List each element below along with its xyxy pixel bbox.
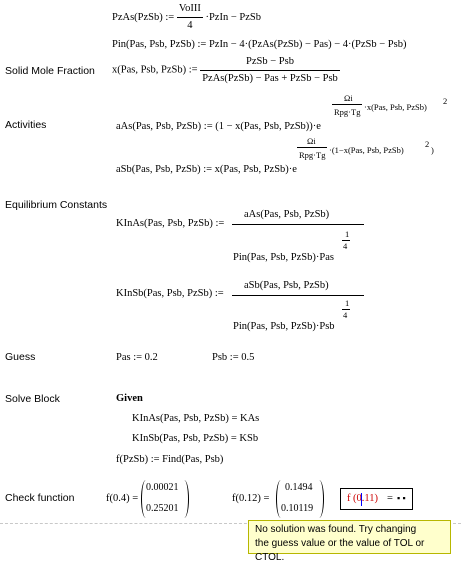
asb-exp-num: Ωi: [307, 136, 316, 146]
kinas-num: aAs(Pas, Psb, PzSb): [244, 209, 330, 220]
aas-exp-den: Rpg·Tg: [334, 107, 361, 117]
error-tooltip: [248, 520, 451, 563]
solve-find[interactable]: f(PzSb) := Find(Pas, Psb): [116, 454, 224, 465]
error-expression-box[interactable]: [340, 488, 413, 510]
asb-exp-power: 2: [425, 139, 430, 149]
asb-exp-bar: [297, 147, 327, 148]
label-check-function: Check function: [5, 492, 75, 504]
label-solid-mole-fraction: Solid Mole Fraction: [5, 65, 95, 77]
kinas-bar: [232, 224, 364, 225]
x-fraction: $\frac{\text{PzSb − Psb}}{\text{PzAs(PzSb) − Pas + PzSb − Psb}}$: [202, 56, 338, 84]
f3-placeholder[interactable]: ▪ ▪: [397, 493, 406, 503]
asb-exp-den: Rpg·Tg: [299, 150, 326, 160]
kinas-lhs: KInAs(Pas, Psb, PzSb) :=: [116, 218, 225, 229]
x-lhs: x(Pas, Psb, PzSb) :=: [112, 64, 198, 76]
kinsb-lhs: KInSb(Pas, Psb, PzSb) :=: [116, 288, 224, 299]
asb-exp-tail: ·(1−x(Pas, Psb, PzSb): [329, 145, 404, 155]
pin-definition[interactable]: Pin(Pas, Psb, PzSb) := PzIn − 4·(PzAs(PzSb) − Pas) − 4·(PzSb − Psb): [112, 39, 407, 50]
label-guess: Guess: [5, 351, 36, 363]
f2-value-2: 0.10119: [281, 503, 314, 514]
f1-value-2: 0.25201: [146, 503, 179, 514]
f3-equals: =: [387, 493, 393, 504]
f3-argument: (0.11): [353, 493, 378, 504]
guess-psb[interactable]: Psb := 0.5: [212, 352, 255, 363]
label-equilibrium-constants: Equilibrium Constants: [5, 199, 108, 211]
pzas-lhs: PzAs(PzSb) :=: [112, 11, 175, 23]
f2-value-1: 0.1494: [285, 482, 313, 493]
kinsb-num: aSb(Pas, Psb, PzSb): [244, 280, 329, 291]
kinas-den: Pin(Pas, Psb, PzSb)·Pas: [233, 252, 334, 263]
f2-call: f(0.12) =: [232, 493, 270, 504]
aas-base: aAs(Pas, Psb, PzSb) := (1 − x(Pas, Psb, PzSb))·e: [116, 121, 321, 132]
aas-exp-num: Ωi: [344, 93, 353, 103]
aas-exp-tail: ·x(Pas, Psb, PzSb): [364, 102, 427, 112]
pzas-fraction: $\frac{\text{VoIII}}{4}$: [178, 3, 201, 31]
aas-exp-bar: [332, 104, 362, 105]
asb-base: aSb(Pas, Psb, PzSb) := x(Pas, Psb, PzSb)·e: [116, 164, 297, 175]
solve-constraint-kinsb[interactable]: KInSb(Pas, Psb, PzSb) = KSb: [132, 433, 259, 444]
error-tooltip-line-1: No solution was found. Try changing: [255, 524, 417, 535]
text-cursor: [361, 493, 362, 506]
pzas-rhs: ·PzIn − PzSb: [205, 11, 261, 23]
f3-function: f: [347, 493, 351, 504]
kinsb-root-num: 1: [345, 298, 350, 308]
label-activities: Activities: [5, 119, 47, 131]
kinsb-den: Pin(Pas, Psb, PzSb)·Psb: [233, 321, 335, 332]
kinsb-root-den: 4: [343, 310, 348, 320]
asb-exp-close: ): [431, 145, 434, 155]
f1-call: f(0.4) =: [106, 493, 139, 504]
kinas-root-den: 4: [343, 241, 348, 251]
aas-exp-power: 2: [443, 96, 448, 106]
kinsb-bar: [232, 295, 364, 296]
label-solve-block: Solve Block: [5, 393, 60, 405]
pzas-definition[interactable]: [112, 4, 261, 31]
mole-fraction-definition[interactable]: [112, 57, 340, 84]
f1-value-1: 0.00021: [146, 482, 179, 493]
solve-constraint-kinas[interactable]: KInAs(Pas, Psb, PzSb) = KAs: [132, 413, 260, 424]
kinas-root-num: 1: [345, 229, 350, 239]
solve-given[interactable]: Given: [116, 393, 143, 404]
guess-pas[interactable]: Pas := 0.2: [116, 352, 158, 363]
error-tooltip-line-2: the guess value or the value of TOL or CTOL.: [255, 538, 425, 563]
